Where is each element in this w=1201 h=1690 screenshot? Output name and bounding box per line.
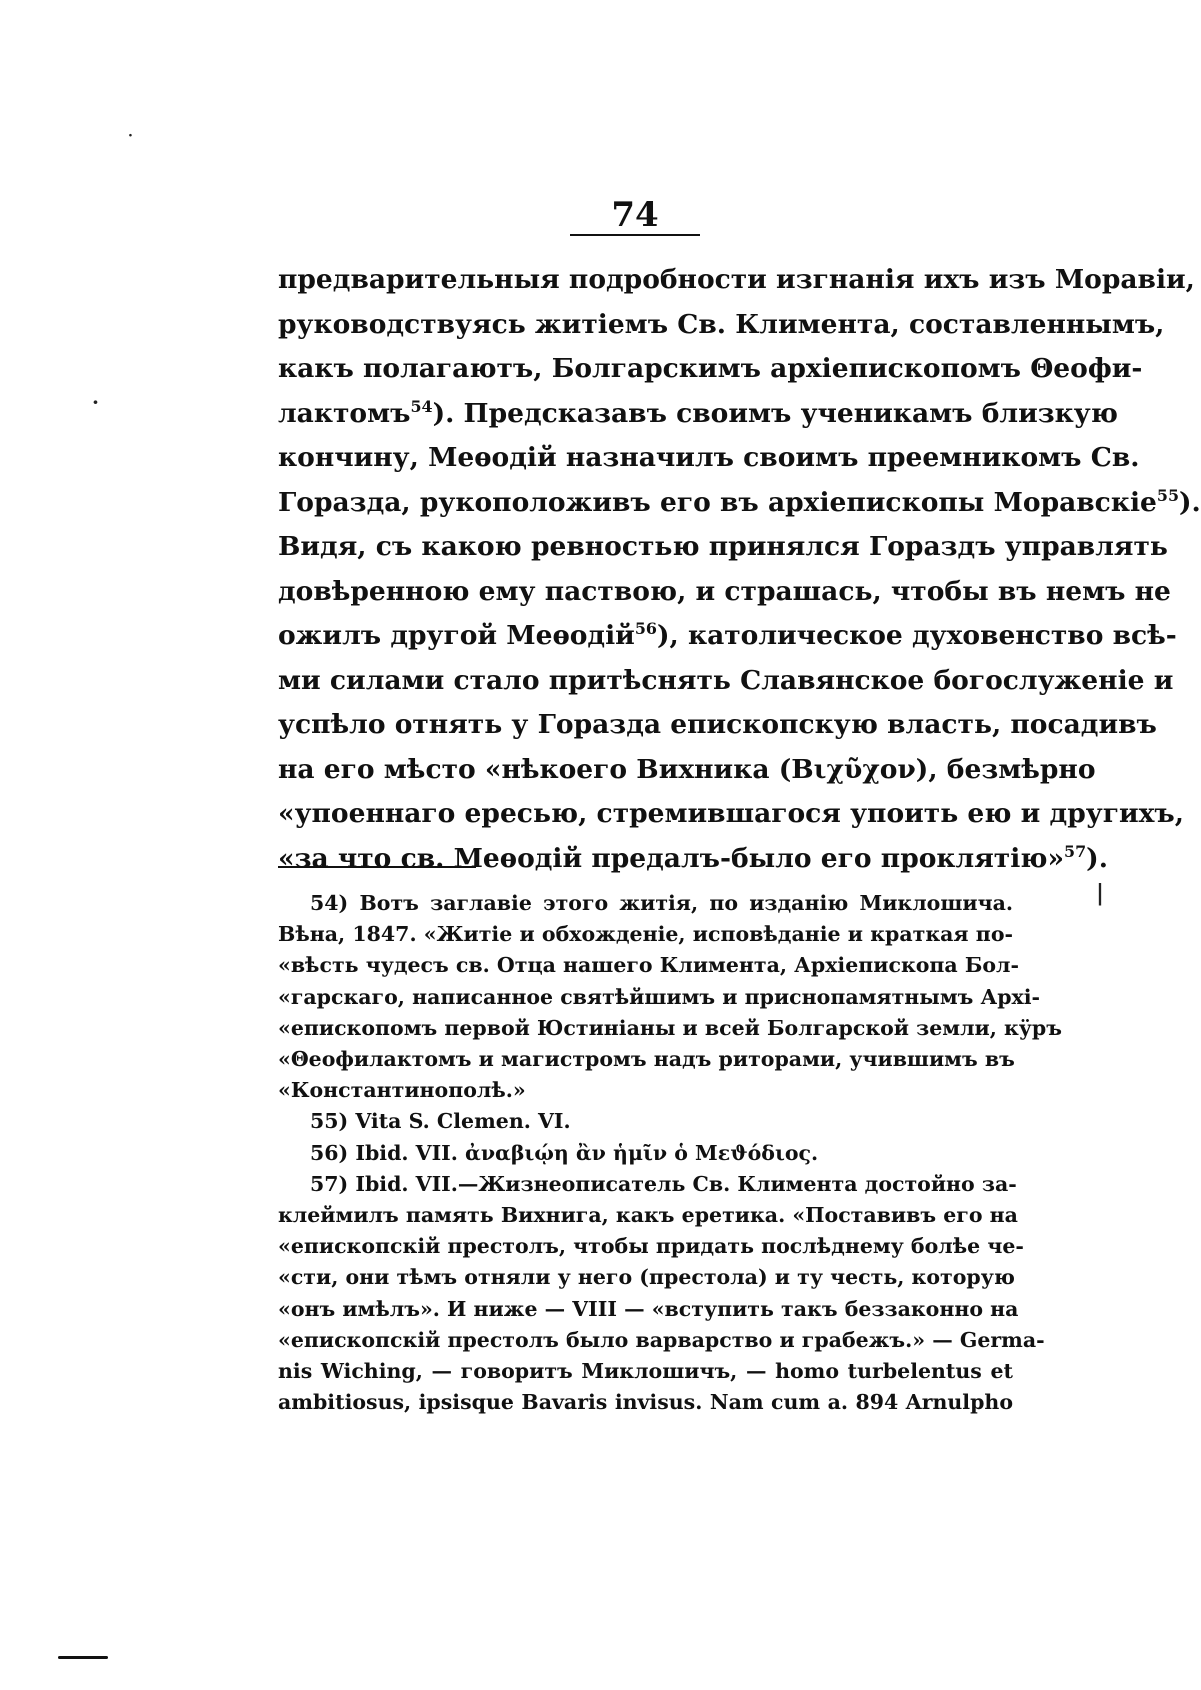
footnote-line: «епископскій престолъ было варварство и грабежъ.» — Germa- [278, 1327, 1045, 1352]
footnote-ref: 57 [1064, 841, 1087, 861]
main-line-part: Горазда, рукоположивъ его въ архіепископы Моравскіе [278, 486, 1157, 518]
footnote-line: «Θеофилактомъ и магистромъ надъ риторами, учившимъ въ [278, 1047, 1015, 1072]
main-line-part: ). [1179, 486, 1201, 518]
main-line-part: лактомъ [278, 397, 411, 429]
main-line-part: ). [1086, 842, 1108, 874]
footnote-line: 57) Ibid. VII.—Жизнеописатель Св. Климента достойно за- [310, 1171, 1017, 1196]
footnote-line: «епископскій престолъ, чтобы придать послѣднему болѣе че- [278, 1234, 1024, 1259]
main-line-part: «за что св. Меѳодій предалъ-было его проклятію» [278, 842, 1065, 874]
footnote-line: 55) Vita S. Clemen. VI. [310, 1109, 571, 1134]
footnote-ref: 55 [1156, 485, 1180, 505]
page-number: 74 [570, 198, 700, 236]
footnote-line: «онъ имѣлъ». И ниже — VIII — «вступить такъ беззаконно на [278, 1296, 1019, 1321]
main-text-block [278, 258, 1201, 881]
footnote-ref: 54 [410, 396, 433, 416]
scan-speck: · [128, 128, 133, 144]
footnote-line: клеймилъ память Вихнига, какъ еретика. «Поставивъ его на [278, 1203, 1018, 1228]
margin-mark [58, 1656, 108, 1659]
footnote-line: Вѣна, 1847. «Житіе и обхожденіе, исповѣданіе и краткая по- [278, 922, 1013, 947]
footnote-line: «епископомъ первой Юстиніаны и всей Болгарской земли, кӱръ [278, 1015, 1062, 1040]
footnote-separator [278, 866, 476, 868]
main-line-part: ожилъ другой Меѳодій [278, 620, 635, 651]
main-line: руководствуясь житіемъ Св. Климента, составленнымъ, [278, 308, 1165, 340]
main-line: Видя, съ какою ревностью принялся Гораздъ управлять [278, 531, 1168, 562]
main-line: довѣренною ему паствою, и страшась, чтобы въ немъ не [278, 575, 1171, 607]
footnote-line: ambitiosus, ipsisque Bavaris invisus. Nam cum a. 894 Arnulpho [278, 1390, 1013, 1415]
footnote-line: «Константинополѣ.» [278, 1078, 526, 1103]
footnotes-block [278, 888, 1062, 1418]
main-line: на его мѣсто «нѣкоего Вихника (Βιχῦχον), безмѣрно [278, 753, 1096, 785]
footnote-line: 54) Вотъ заглавіе этого житія, по изданію Миклошича. [310, 891, 1013, 915]
scan-speck: · [92, 390, 99, 414]
main-line: предварительныя подробности изгнанія ихъ изъ Моравіи, [278, 264, 1195, 295]
footnote-line: nis Wiching, — говоритъ Миклошичъ, — homo turbelentus et [278, 1359, 1013, 1384]
footnote-line: «сти, они тѣмъ отняли у него (престола) и ту честь, которую [278, 1265, 1015, 1290]
main-line: успѣло отнять у Горазда епископскую власть, посадивъ [278, 709, 1157, 740]
main-line: ми силами стало притѣснять Славянское богослуженіе и [278, 664, 1174, 696]
main-line: кончину, Меѳодій назначилъ своимъ преемникомъ Св. [278, 442, 1140, 473]
main-line [278, 481, 1201, 526]
footnote-line: 56) Ibid. VII. ἀναβιῴη ἂν ἡμῖν ὁ Μεϑόδιος. [310, 1140, 819, 1165]
main-line [278, 614, 1177, 659]
footnote-ref: 56 [634, 619, 657, 639]
main-line: «упоеннаго ересью, стремившагося упоить ею и другихъ, [278, 798, 1184, 829]
main-line: какъ полагаютъ, Болгарскимъ архіепископомъ Θеофи- [278, 353, 1143, 384]
main-line-part: ). Предсказавъ своимъ ученикамъ близкую [432, 397, 1118, 429]
main-line [278, 392, 1118, 437]
footnote-line: «вѣсть чудесъ св. Отца нашего Климента, Архіепископа Бол- [278, 953, 1019, 978]
main-line [278, 837, 1108, 882]
scan-speck: | [1096, 880, 1105, 906]
main-line-part: ), католическое духовенство всѣ- [656, 620, 1177, 651]
footnote-line: «гарскаго, написанное святѣйшимъ и приснопамятнымъ Архі- [278, 984, 1041, 1009]
